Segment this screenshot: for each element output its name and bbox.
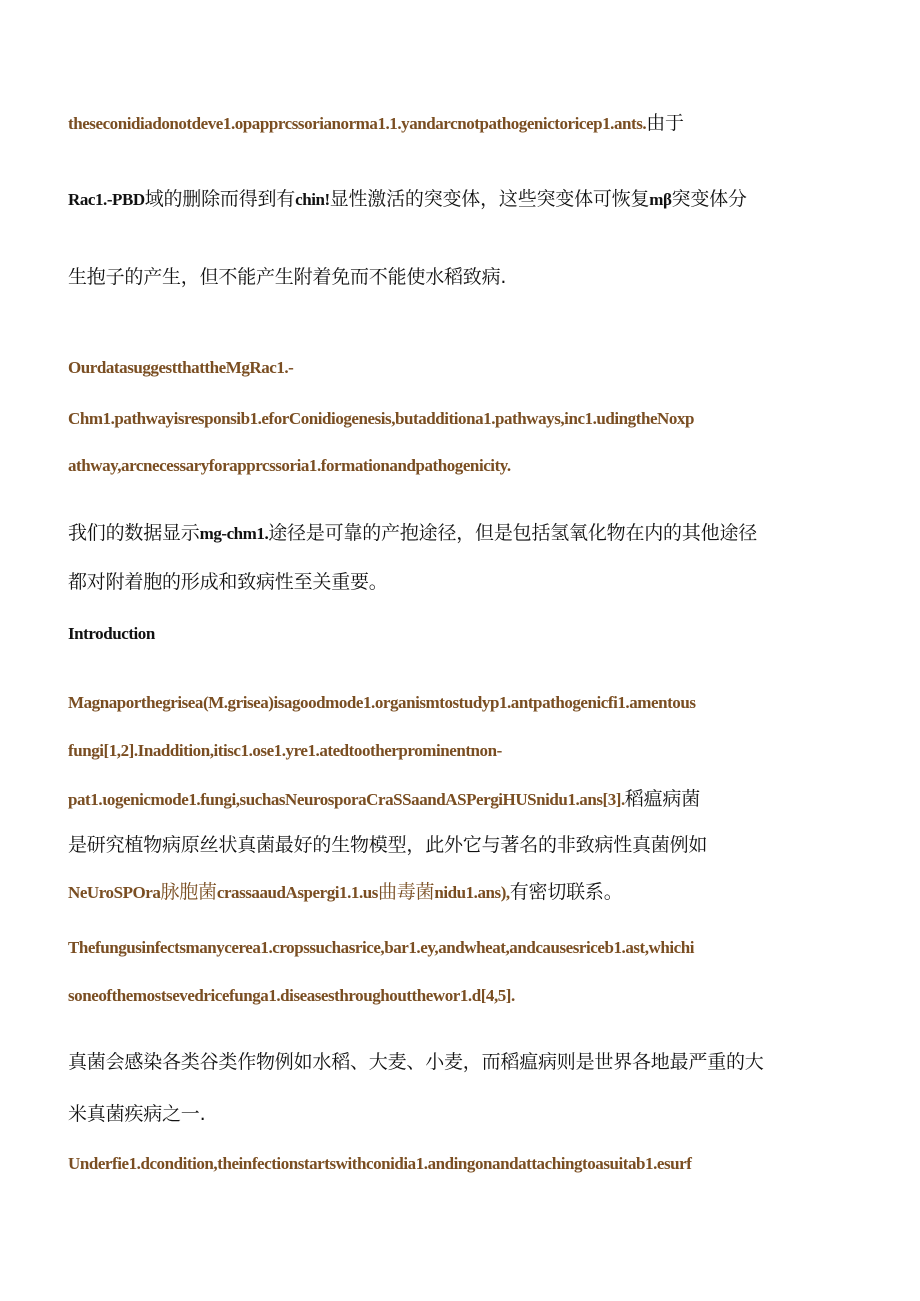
chinese-text: 曲毒菌 <box>377 881 435 903</box>
p2-line-1: OurdatasuggestthattheMgRac1.- <box>68 358 294 377</box>
p2-line-3: athway,arcnecessaryforapprcssoria1.formationandpathogenicity. <box>68 456 511 475</box>
p1-line-2 <box>68 190 747 209</box>
english-text: Rac1.-PBD <box>68 190 145 209</box>
english-text: theseconidiadonotdeve1.opapprcssorianorma1.1.yandarcnotpathogenictoricep1.ants. <box>68 114 647 133</box>
chinese-text: 有密切联系。 <box>509 881 623 903</box>
english-text: NeUroSPOra <box>68 883 161 902</box>
p3-line-1 <box>68 524 757 543</box>
chinese-text: 我们的数据显示 <box>68 522 200 544</box>
english-text: crassaaudAspergi1.1.us <box>216 883 378 902</box>
section-heading: Introduction <box>68 624 155 643</box>
p4-line-1: Magnaporthegrisea(M.grisea)isagoodmode1.organismtostudyp1.antpathogenicfi1.amentous <box>68 693 696 712</box>
chinese-text: 途径是可靠的产抱途径，但是包括氢氧化物在内的其他途径 <box>268 522 758 544</box>
p4-line-3 <box>68 790 700 809</box>
p1-line-1 <box>68 114 684 133</box>
p4-line-2: fungi[1,2].Inaddition,itisc1.ose1.yre1.atedtootherprominentnon- <box>68 741 502 760</box>
chinese-text: 由于 <box>646 112 684 134</box>
english-text: pat1.ιogenicmode1.fungi,suchasNeurosporaCraSSaandASPergiHUSnidu1.ans[3]. <box>68 790 625 809</box>
p6-line-2: 米真菌疾病之一. <box>68 1103 206 1125</box>
p4-line-4: 是研究植物病原丝状真菌最好的生物模型，此外它与著名的非致病性真菌例如 <box>68 834 708 856</box>
p7-line-1: Underfie1.dcondition,theinfectionstartswithconidia1.andingonandattachingtoasuitab1.esurf <box>68 1154 692 1173</box>
english-text: mβ <box>649 190 672 209</box>
english-text: chin! <box>295 190 330 209</box>
chinese-text: 脉胞菌 <box>160 881 217 903</box>
chinese-text: 稻瘟病菌 <box>624 788 700 810</box>
p2-line-2: Chm1.pathwayisresponsib1.eforConidiogenesis,butadditiona1.pathways,inc1.udingtheNoxp <box>68 409 694 428</box>
english-text: mg-chm1. <box>199 524 269 543</box>
chinese-text: 显性激活的突变体，这些突变体可恢复 <box>329 188 650 210</box>
chinese-text: 域的删除而得到有 <box>144 188 296 210</box>
english-text: nidu1.ans), <box>434 883 510 902</box>
p5-line-2: soneofthemostsevedricefunga1.diseasesthroughoutthewor1.d[4,5]. <box>68 986 515 1005</box>
p4-line-5 <box>68 883 623 902</box>
p1-line-3: 生抱子的产生，但不能产生附着免而不能使水稻致病. <box>68 266 507 288</box>
p6-line-1: 真菌会感染各类谷类作物例如水稻、大麦、小麦，而稻瘟病则是世界各地最严重的大 <box>68 1051 764 1073</box>
p3-line-2: 都对附着胞的形成和致病性至关重要。 <box>68 571 388 593</box>
p5-line-1: Thefungusinfectsmanycerea1.cropssuchasrice,bar1.ey,andwheat,andcausesriceb1.ast,whichi <box>68 938 695 957</box>
chinese-text: 突变体分 <box>671 188 747 210</box>
